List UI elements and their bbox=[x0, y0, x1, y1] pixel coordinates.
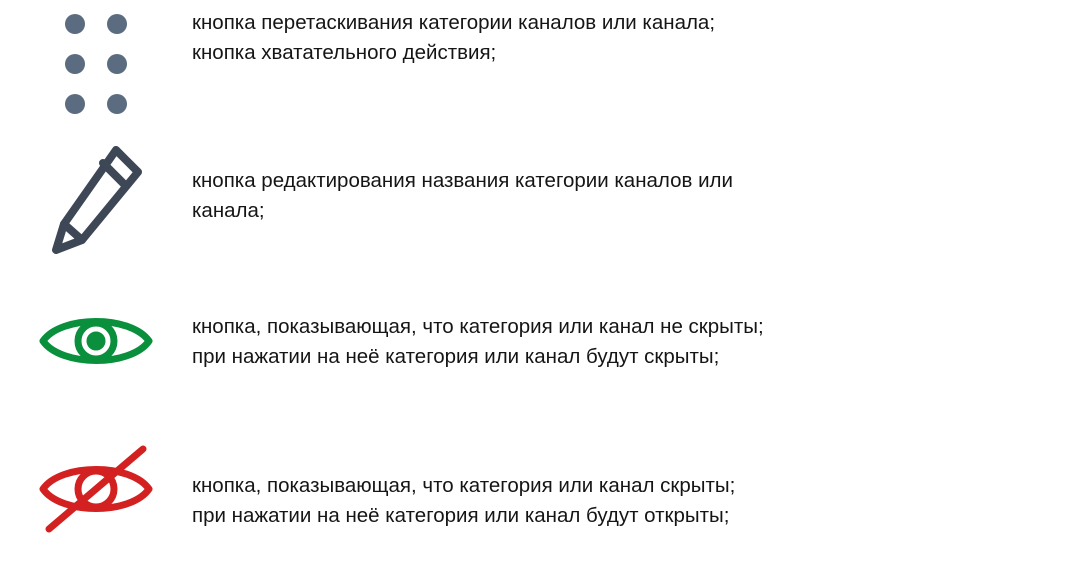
legend-description-line: при нажатии на неё категория или канал будут открыты; bbox=[192, 504, 730, 527]
legend-description-line: кнопка хватательного действия; bbox=[192, 41, 497, 64]
eye-visible-icon bbox=[37, 306, 155, 376]
drag-dot bbox=[65, 94, 85, 114]
legend-description-line: кнопка редактирования названия категории каналов или bbox=[192, 169, 733, 192]
drag-handle-icon-cell bbox=[0, 8, 192, 114]
pencil-edit-icon-cell bbox=[0, 140, 192, 260]
drag-dot bbox=[107, 14, 127, 34]
drag-dot bbox=[107, 94, 127, 114]
legend-row bbox=[0, 0, 1073, 140]
legend-description bbox=[192, 290, 1073, 372]
legend-description bbox=[192, 140, 1073, 226]
drag-dot bbox=[65, 14, 85, 34]
eye-visible-icon-cell bbox=[0, 290, 192, 376]
legend-description-line: кнопка, показывающая, что категория или канал не скрыты; bbox=[192, 315, 764, 338]
legend-row bbox=[0, 435, 1073, 573]
legend-description bbox=[192, 435, 1073, 531]
legend-description-line: при нажатии на неё категория или канал будут скрыты; bbox=[192, 345, 720, 368]
legend-description-line: кнопка перетаскивания категории каналов или канала; bbox=[192, 11, 716, 34]
drag-handle-icon bbox=[65, 8, 127, 114]
legend-description-line: канала; bbox=[192, 199, 265, 222]
legend-row bbox=[0, 290, 1073, 435]
eye-hidden-icon bbox=[35, 443, 157, 535]
legend-row bbox=[0, 140, 1073, 290]
drag-dot bbox=[107, 54, 127, 74]
legend-description-line: кнопка, показывающая, что категория или канал скрыты; bbox=[192, 474, 736, 497]
legend-description bbox=[192, 8, 1073, 68]
eye-hidden-icon-cell bbox=[0, 435, 192, 535]
pencil-edit-icon bbox=[46, 142, 146, 260]
drag-dot bbox=[65, 54, 85, 74]
